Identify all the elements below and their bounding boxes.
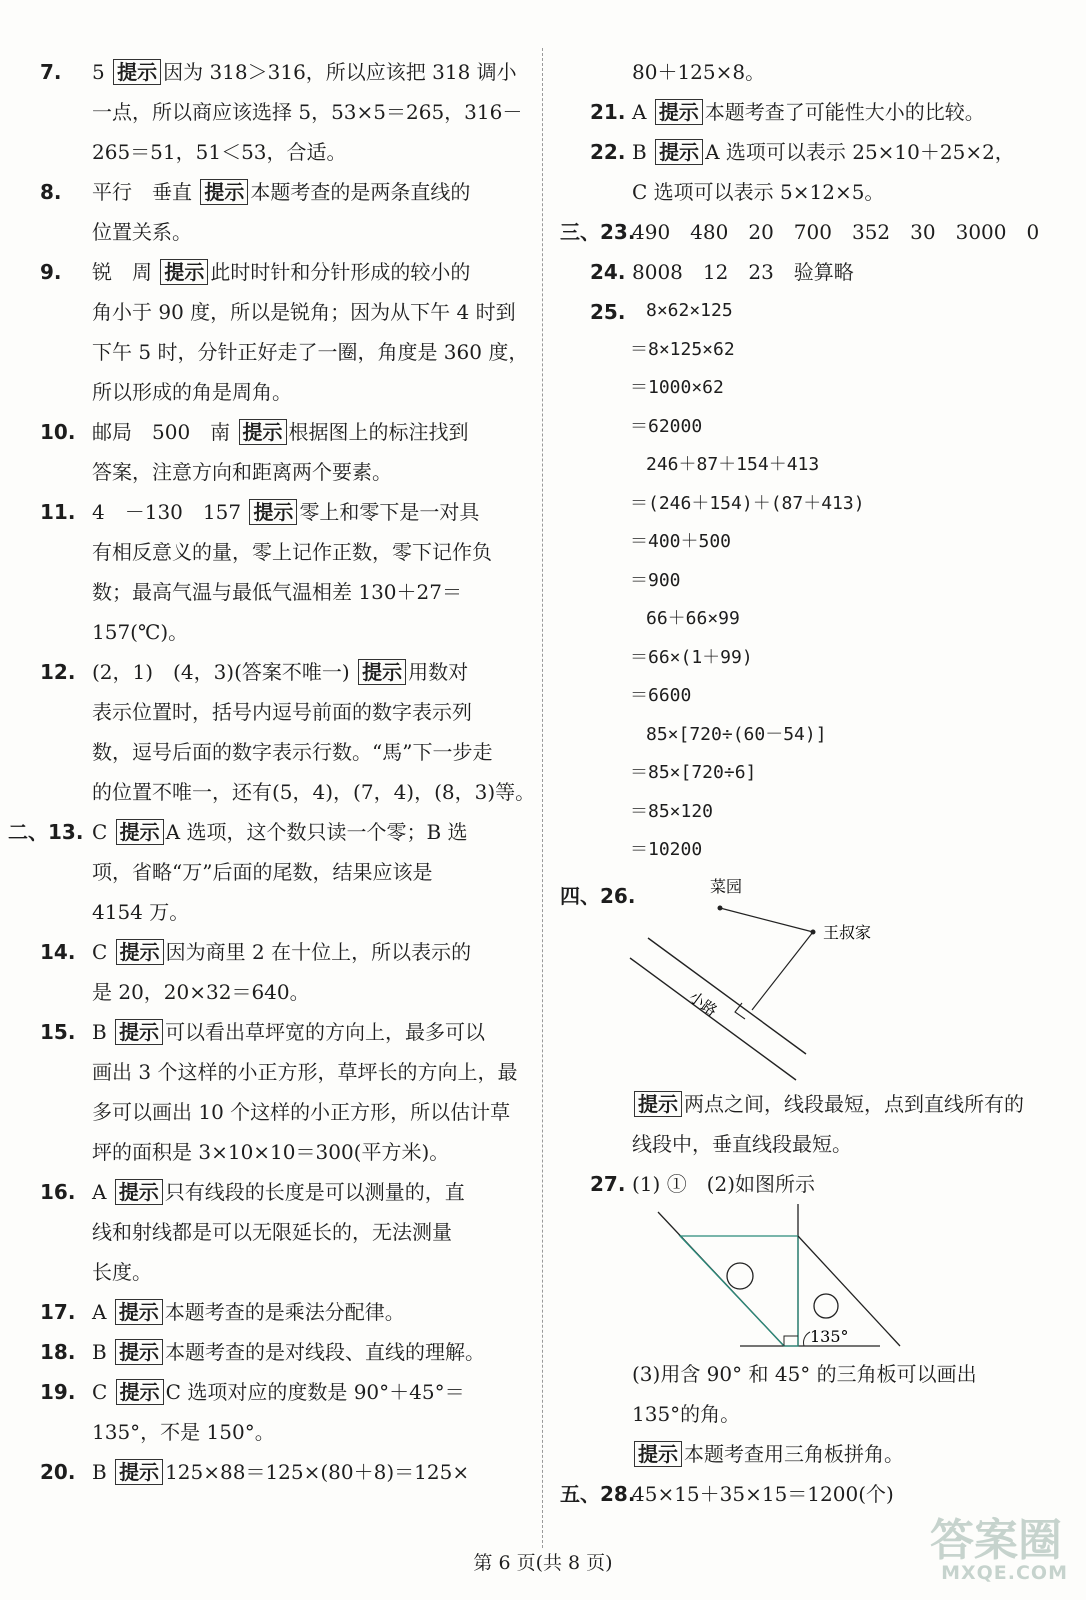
question-number: 15.	[40, 1020, 76, 1044]
answer-value: C	[92, 940, 114, 964]
answer-line: 答案，注意方向和距离两个要素。	[92, 460, 392, 484]
hint-text: 本题考查的是两条直线的	[250, 180, 471, 204]
hint-line: 线段中，垂直线段最短。	[632, 1131, 852, 1156]
answer-line	[92, 652, 520, 692]
answer-item	[8, 812, 520, 932]
question-number: 四、26.	[560, 883, 636, 908]
question-number: 三、23.	[560, 220, 636, 244]
answer-item	[40, 1012, 520, 1172]
hint-tag: 提示	[160, 259, 208, 285]
answer-value: B	[92, 1460, 114, 1484]
answer-line: 项，省略“万”后面的尾数，结果应该是	[92, 860, 433, 884]
answer-item	[560, 132, 1060, 212]
answer-line: 画出 3 个这样的小正方形，草坪长的方向上，最	[92, 1060, 518, 1084]
answer-value: C	[92, 820, 114, 844]
answer-value: 锐 周	[92, 260, 159, 284]
calc-step: ＝85×120	[630, 800, 714, 822]
question-number: 25.	[590, 300, 626, 324]
answer-line: C 选项可以表示 5×12×5。	[632, 180, 885, 204]
answer-body	[92, 932, 520, 1012]
hint-tag: 提示	[249, 499, 297, 525]
watermark-logo-text: 答案圈	[930, 1515, 1062, 1566]
answer-line: 多可以画出 10 个这样的小正方形，所以估计草	[92, 1100, 511, 1124]
hint-text: 125×88＝125×(80＋8)＝125×	[165, 1460, 470, 1484]
hint-tag: 提示	[116, 939, 164, 965]
hint-tag: 提示	[115, 1019, 163, 1045]
answer-item	[560, 92, 1060, 132]
answer-line: 是 20，20×32＝640。	[92, 980, 310, 1004]
road-label: 小路	[685, 987, 721, 1020]
answer-item	[40, 932, 520, 1012]
calc-step: ＝6600	[630, 685, 692, 706]
question-number: 11.	[40, 500, 76, 524]
answer-item	[40, 1332, 520, 1372]
answer-line	[92, 1332, 520, 1372]
answer-body	[92, 52, 523, 172]
answer-item	[40, 492, 520, 652]
answer-line: (3)用含 90° 和 45° 的三角板可以画出	[632, 1361, 977, 1386]
hint-tag: 提示	[634, 1441, 682, 1467]
hint-text: 本题考查了可能性大小的比较。	[704, 100, 985, 124]
hint-tag: 提示	[115, 1339, 163, 1365]
answer-value: A	[92, 1180, 113, 1204]
answer-item	[40, 1292, 520, 1332]
calc-step: 85×[720÷(60－54)]	[646, 723, 827, 745]
answer-line: 长度。	[92, 1260, 152, 1284]
answer-value: C	[92, 1380, 114, 1404]
calc-step: ＝62000	[630, 415, 703, 437]
answer-21	[560, 92, 1060, 132]
answer-body	[92, 252, 529, 412]
question-number: 五、28.	[560, 1481, 636, 1506]
question-number: 19.	[40, 1380, 76, 1404]
answer-value: A	[632, 100, 653, 124]
answer-body	[92, 1372, 520, 1452]
answer-body	[92, 1332, 520, 1372]
answer-26-hint	[632, 1084, 1060, 1164]
question-number: 18.	[40, 1340, 76, 1364]
hint-tag: 提示	[358, 659, 406, 685]
answer-line	[632, 92, 1060, 132]
hint-text: 因为商里 2 在十位上，所以表示的	[165, 940, 472, 964]
question-number: 14.	[40, 940, 76, 964]
angle-label: 135°	[810, 1326, 849, 1346]
perpendicular-segment	[752, 932, 813, 1010]
hint-text: 根据图上的标注找到	[288, 420, 469, 444]
answer-27	[560, 1164, 1060, 1204]
answer-text: (1) ① (2)如图所示	[632, 1171, 816, 1196]
question-number: 22.	[590, 140, 626, 164]
calc-step: ＝10200	[630, 839, 703, 860]
answer-line	[92, 1172, 520, 1212]
answer-23	[560, 212, 1060, 252]
answer-value: 邮局 500 南	[92, 420, 237, 444]
answer-item	[40, 412, 520, 492]
home-label: 王叔家	[823, 922, 872, 942]
answer-body	[92, 1012, 520, 1172]
answer-line: 135°的角。	[632, 1401, 741, 1426]
hint-tag: 提示	[113, 59, 161, 85]
answer-item	[40, 1172, 520, 1292]
garden-to-home-segment	[720, 908, 813, 932]
answer-25-calculations	[630, 292, 1060, 870]
column-divider	[542, 48, 543, 1548]
answer-line: 265＝51，51＜53，合适。	[92, 140, 347, 164]
hint-text: C 选项对应的度数是 90°＋45°＝	[165, 1380, 465, 1404]
answer-body	[92, 652, 536, 812]
answer-body	[92, 812, 520, 932]
question-number: 17.	[40, 1300, 76, 1324]
answer-text: 8008 12 23 验算略	[632, 260, 854, 284]
answer-value: B	[92, 1340, 114, 1364]
route-diagram	[628, 874, 872, 1084]
hint-line	[632, 1084, 1060, 1124]
answer-text: 45×15＋35×15＝1200(个)	[632, 1481, 894, 1506]
question-number: 8.	[40, 180, 62, 204]
calc-step: ＝1000×62	[630, 377, 724, 398]
hint-tag: 提示	[655, 139, 703, 165]
page-footer: 第 6 页(共 8 页)	[473, 1552, 613, 1574]
hint-text: 只有线段的长度是可以测量的，直	[164, 1180, 465, 1204]
triangle-45	[680, 1236, 798, 1346]
set-square-hole	[727, 1263, 753, 1289]
hint-tag: 提示	[200, 179, 248, 205]
left-column	[8, 52, 536, 1492]
answer-line	[92, 172, 520, 212]
set-square-diagram	[650, 1204, 890, 1354]
hint-tag: 提示	[239, 419, 287, 445]
answer-item	[40, 252, 529, 412]
watermark-url: MXQE.COM	[941, 1562, 1068, 1584]
answer-line: 所以形成的角是周角。	[92, 380, 292, 404]
answer-value: (2，1) (4，3)(答案不唯一)	[92, 660, 357, 684]
question-number: 24.	[590, 260, 626, 284]
hint-tag: 提示	[115, 1459, 163, 1485]
hint-tag: 提示	[115, 1299, 163, 1325]
question-number: 12.	[40, 660, 76, 684]
answer-line: 135°，不是 150°。	[92, 1420, 275, 1444]
answer-line	[92, 52, 520, 92]
answer-line	[92, 492, 520, 532]
hint-tag: 提示	[115, 1179, 163, 1205]
answer-item	[40, 52, 523, 172]
answer-value: 5	[92, 60, 112, 84]
calc-step: ＝85×[720÷6]	[630, 762, 757, 783]
calc-step: ＝8×125×62	[630, 338, 735, 360]
answer-body	[92, 1172, 520, 1292]
calc-step: ＝900	[630, 569, 681, 591]
answer-line: 有相反意义的量，零上记作正数，零下记作负	[92, 540, 492, 564]
answer-body	[92, 1452, 520, 1492]
hint-text: 本题考查的是乘法分配律。	[164, 1300, 405, 1324]
answer-27-part3	[632, 1354, 1060, 1434]
site-watermark	[918, 1500, 1068, 1590]
answer-line	[92, 252, 520, 292]
calc-step: 8×62×125	[646, 300, 733, 321]
calc-step: ＝400＋500	[630, 531, 732, 552]
answer-value: 4 －130 157	[92, 500, 248, 524]
answer-item	[40, 1372, 520, 1452]
answer-line	[92, 412, 520, 452]
hint-text: 因为 318＞316，所以应该把 318 调小	[163, 60, 517, 84]
question-number: 27.	[590, 1171, 626, 1196]
hint-line	[632, 1434, 1060, 1474]
answer-20-continued: 80＋125×8。	[632, 60, 766, 84]
hint-text: 本题考查用三角板拼角。	[684, 1441, 904, 1466]
calc-step: 66＋66×99	[646, 608, 740, 629]
answer-line: 表示位置时，括号内逗号前面的数字表示列	[92, 700, 472, 724]
question-number: 21.	[590, 100, 626, 124]
answer-27-hint	[632, 1434, 1060, 1474]
answer-body	[92, 412, 520, 492]
answer-line: 数，逗号后面的数字表示行数。“馬”下一步走	[92, 740, 493, 764]
right-column	[560, 52, 1060, 1514]
hint-text: 此时时针和分针形成的较小的	[210, 260, 471, 284]
answer-line	[92, 1452, 520, 1492]
answer-item	[40, 1452, 520, 1492]
answer-body	[632, 132, 1060, 212]
answer-item	[40, 652, 536, 812]
answer-body	[92, 172, 520, 252]
question-number: 16.	[40, 1180, 76, 1204]
calc-step: ＝(246＋154)＋(87＋413)	[630, 492, 865, 514]
hint-tag: 提示	[116, 1379, 164, 1405]
question-number: 二、13.	[8, 820, 84, 844]
hint-text: 用数对	[408, 660, 469, 684]
answer-line: 157(℃)。	[92, 620, 189, 644]
answer-22	[560, 132, 1060, 212]
calc-step: ＝66×(1＋99)	[630, 646, 753, 668]
answer-value: 平行 垂直	[92, 180, 199, 204]
right-angle-mark	[735, 1003, 745, 1019]
hint-text: A 选项，这个数只读一个零；B 选	[165, 820, 468, 844]
hint-tag: 提示	[634, 1091, 682, 1117]
answer-line	[92, 812, 520, 852]
hint-text: 两点之间，线段最短，点到直线所有的	[684, 1091, 1024, 1116]
question-number: 9.	[40, 260, 62, 284]
answer-line: 数；最高气温与最低气温相差 130＋27＝	[92, 580, 462, 604]
question-number: 7.	[40, 60, 62, 84]
hint-tag: 提示	[655, 99, 703, 125]
answer-value: A	[92, 1300, 113, 1324]
answer-line	[92, 1292, 520, 1332]
answer-line: 位置关系。	[92, 220, 192, 244]
answer-item	[40, 172, 520, 252]
answer-line	[92, 932, 520, 972]
answer-body	[92, 1292, 520, 1332]
answer-line: 4154 万。	[92, 900, 190, 924]
question-number: 20.	[40, 1460, 76, 1484]
answer-line	[92, 1012, 520, 1052]
set-square-hole	[814, 1294, 838, 1318]
answer-line	[632, 132, 1060, 172]
hint-text: 可以看出草坪宽的方向上，最多可以	[165, 1020, 486, 1044]
road-edge-upper	[630, 958, 796, 1080]
calc-step: 246＋87＋154＋413	[646, 454, 820, 475]
answer-line: 一点，所以商应该选择 5，53×5＝265，316－	[92, 100, 523, 124]
road-edge-lower	[648, 938, 806, 1054]
answer-value: B	[632, 140, 654, 164]
answer-line	[92, 1372, 520, 1412]
answer-line: 坪的面积是 3×10×10＝300(平方米)。	[92, 1140, 450, 1164]
right-angle-mark	[784, 1336, 798, 1346]
answer-line: 角小于 90 度，所以是锐角；因为从下午 4 时到	[92, 300, 516, 324]
answer-line: 线和射线都是可以无限延长的，无法测量	[92, 1220, 452, 1244]
hint-tag: 提示	[116, 819, 164, 845]
question-number: 10.	[40, 420, 76, 444]
answer-body	[92, 492, 520, 652]
garden-label: 菜园	[710, 876, 743, 896]
answer-line: 的位置不唯一，还有(5，4)，(7，4)，(8，3)等。	[92, 780, 536, 804]
answer-value: B	[92, 1020, 114, 1044]
answer-text: 490 480 20 700 352 30 3000 0	[632, 220, 1040, 244]
hint-text: 零上和零下是一对具	[299, 500, 480, 524]
answer-24	[560, 252, 1060, 292]
answer-line: 下午 5 时，分针正好走了一圈，角度是 360 度，	[92, 340, 529, 364]
hint-text: A 选项可以表示 25×10＋25×2，	[705, 140, 1015, 164]
hint-text: 本题考查的是对线段、直线的理解。	[165, 1340, 486, 1364]
answer-body	[632, 92, 1060, 132]
